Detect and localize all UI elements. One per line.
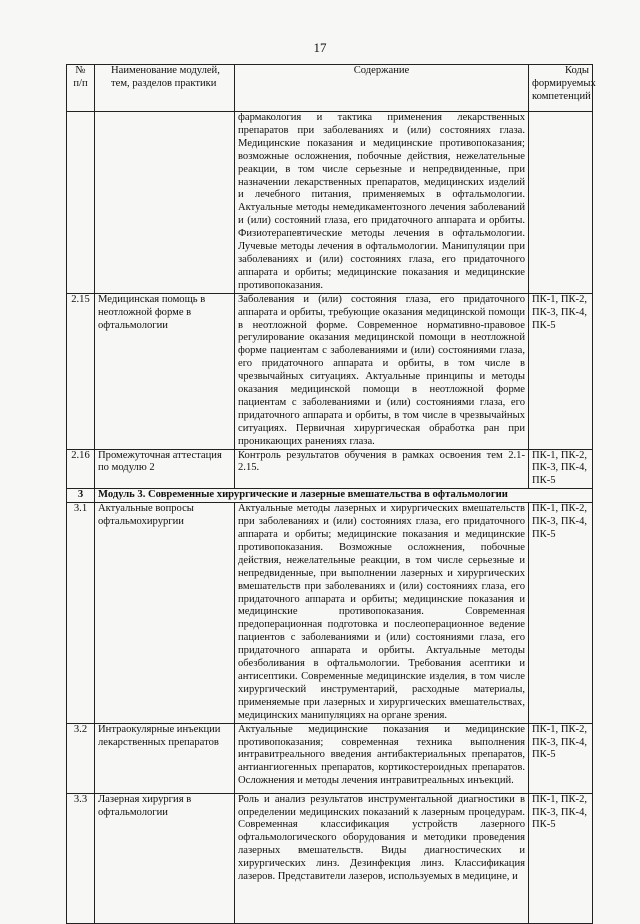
page-number: 17 <box>313 40 327 55</box>
table-row <box>67 112 593 294</box>
row-codes <box>529 112 593 294</box>
row-content <box>235 793 529 923</box>
module-row <box>67 489 593 503</box>
row-content-text: Актуальные методы лазерных и хирургических вмешательств при заболеваниях и (или) состояниях глаза, его придаточного аппарата и орбиты; медицинские показания и медицинские противопоказания. Возможные осложнения, побочные действия, нежелательные реакции, в том числе серьезные и непредвиденные, при выполнении лазерных и хирургических вмешательств при заболеваниях и (или) состояниях глаза, его придаточного аппарата и орбиты; медицинские показания и медицинские противопоказания. Современная предоперационная подготовка и послеоперационное ведение пациентов с заболеваниями и (или) состояниями глаза, его придаточного аппарата и орбиты. Актуальные методы обезболивания в офтальмологии. Требования асептики и антисептики. Современные медицинские изделия, в том числе хирургический инструментарий, расходные материалы, применяемые при лазерных и хирургических вмешательствах, медицинских манипуляциях на органе зрения. <box>238 503 525 721</box>
row-name: Интраокулярные инъекции лекарственных препаратов <box>95 723 235 793</box>
row-num: 2.15 <box>67 293 95 449</box>
row-content-text: Роль и анализ результатов инструментальной диагностики в определении медицинских показаний к лазерным процедурам. Современная классификация устройств лазерного офтальмологического оборудования и методики проведения лазерных вмешательств. Виды диагностических и хирургических линз. Дезинфекция линз. Классификация лазеров. Представители лазеров, используемых в медицине, и <box>238 793 525 883</box>
row-codes: ПК-1, ПК-2, ПК-3, ПК-4, ПК-5 <box>529 503 593 723</box>
row-codes: ПК-1, ПК-2, ПК-3, ПК-4, ПК-5 <box>529 293 593 449</box>
row-name: Лазерная хирургия в офтальмологии <box>95 793 235 923</box>
row-num: 3.1 <box>67 503 95 723</box>
table-row <box>67 293 593 449</box>
row-content <box>235 503 529 723</box>
header-name: Наименование модулей, тем, разделов практики <box>95 65 235 112</box>
row-content <box>235 449 529 489</box>
module-title: Модуль 3. Современные хирургические и лазерные вмешательства в офтальмологии <box>95 489 593 503</box>
table-row <box>67 793 593 923</box>
row-num: 2.16 <box>67 449 95 489</box>
program-table <box>66 64 596 924</box>
row-content <box>235 293 529 449</box>
table-header-row <box>67 65 593 112</box>
table-row <box>67 723 593 793</box>
row-content <box>235 723 529 793</box>
row-content <box>235 112 529 294</box>
row-codes: ПК-1, ПК-2, ПК-3, ПК-4, ПК-5 <box>529 793 593 923</box>
table-row <box>67 449 593 489</box>
row-num: 3.3 <box>67 793 95 923</box>
header-codes: Коды формируемых компетенций <box>529 65 593 112</box>
row-codes: ПК-1, ПК-2, ПК-3, ПК-4, ПК-5 <box>529 449 593 489</box>
header-num: № п/п <box>67 65 95 112</box>
row-content-text: Контроль результатов обучения в рамках освоения тем 2.1-2.15. <box>238 449 525 474</box>
table-row <box>67 503 593 723</box>
row-content-text: фармакология и тактика применения лекарственных препаратов при заболеваниях и (или) состояниях глаза. Медицинские показания и медицинские противопоказания; возможные осложнения, побочные действия, нежелательные реакции, в том числе серьезные и непредвиденные, при назначении лекарственных препаратов, медицинских изделий и лечебного питания, применяемых в офтальмологии. Актуальные методы немедикаментозного лечения заболеваний и (или) состояний глаза, его придаточного аппарата и орбиты. Физиотерапевтические методы лечения в офтальмологии. Лучевые методы лечения в офтальмологии. Манипуляции при заболеваниях и (или) состояниях глаза, его придаточного аппарата и орбиты; медицинские показания и медицинские противопоказания. <box>238 112 525 291</box>
row-content-text: Заболевания и (или) состояния глаза, его придаточного аппарата и орбиты, требующие оказания медицинской помощи в неотложной форме. Современное нормативно-правовое регулирование оказания медицинской помощи в неотложной форме пациентам с заболеваниями и (или) состояниями глаза, его придаточного аппарата и орбиты, в том числе в чрезвычайных ситуациях. Актуальные принципы и методы оказания медицинской помощи в неотложной форме пациентам с заболеваниями и (или) состояниями глаза, его придаточного аппарата и орбиты, в том числе в чрезвычайных ситуациях. Первичная хирургическая обработка ран при проникающих ранениях глаза. <box>238 293 525 447</box>
row-content-text: Актуальные медицинские показания и медицинские противопоказания; современная техника выполнения интравитреального введения антибактериальных препаратов, антиангиогенных препаратов, кортикостероидных препаратов. Осложнения и методы лечения интравитреальных инъекций. <box>238 723 525 787</box>
row-num <box>67 112 95 294</box>
row-num: 3.2 <box>67 723 95 793</box>
row-codes: ПК-1, ПК-2, ПК-3, ПК-4, ПК-5 <box>529 723 593 793</box>
row-name: Медицинская помощь в неотложной форме в офтальмологии <box>95 293 235 449</box>
header-content: Содержание <box>235 65 529 112</box>
row-name: Промежуточная аттестация по модулю 2 <box>95 449 235 489</box>
row-name <box>95 112 235 294</box>
row-name: Актуальные вопросы офтальмохирургии <box>95 503 235 723</box>
module-num: 3 <box>67 489 95 503</box>
